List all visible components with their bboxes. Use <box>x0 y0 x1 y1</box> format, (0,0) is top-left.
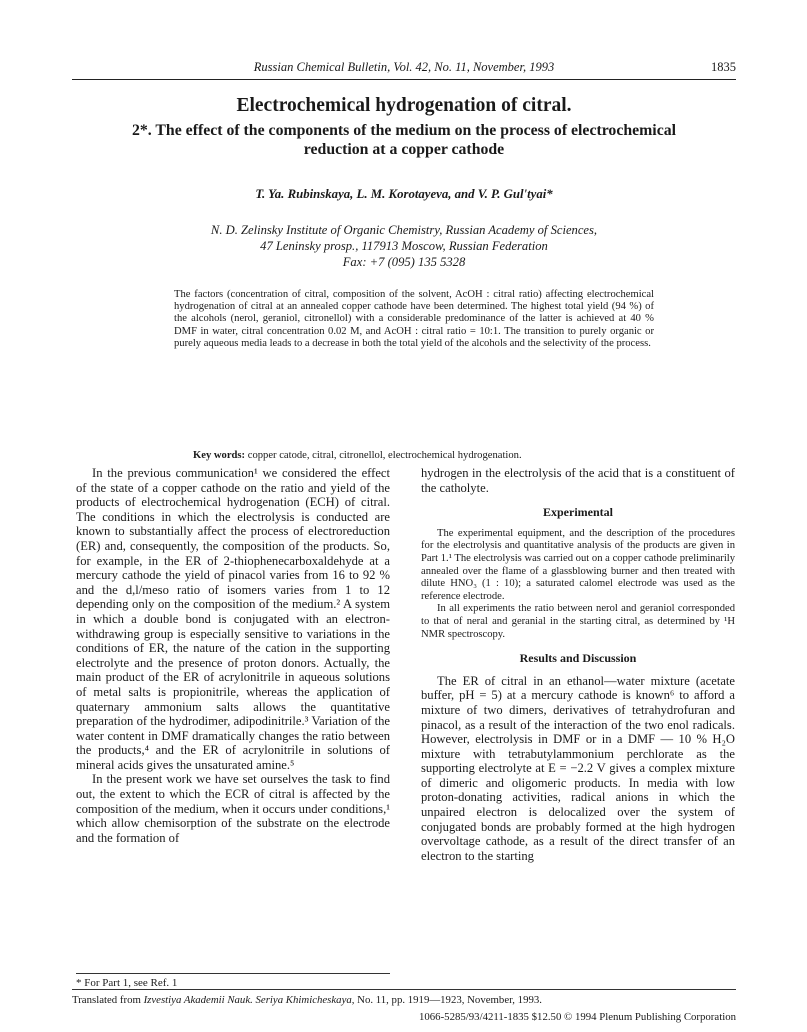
translated-prefix: Translated from <box>72 994 141 1006</box>
right-column <box>421 466 735 863</box>
affiliation <box>60 222 748 270</box>
keywords <box>193 450 693 461</box>
body-paragraph: The ER of citral in an ethanol—water mixture (acetate buffer, pH = 5) at a mercury cathode is known⁶ to afford a mixture of two dimers, derivatives of tetrahydrofuran and pinacol, as a result of the interaction of the two enol radicals. However, electrolysis in DMF or in a DMF — 10 % H₂O mixture with tetrabutylammonium perchlorate as the supporting electrolyte at E = −2.2 V gives a complex mixture of dimeric and oligomeric products. In media with low proton-donating activities, radical anions in which the unpaired electron is delocalized over the system of conjugated bonds are probably formed at the high hydrogen overvoltage cathode, as a result of the direct transfer of an electron to the starting <box>421 673 735 863</box>
keywords-text: copper catode, citral, citronellol, electrochemical hydrogenation. <box>247 450 522 461</box>
subtitle-line-2: reduction at a copper cathode <box>303 141 505 158</box>
body-paragraph: hydrogen in the electrolysis of the acid that is a constituent of the catholyte. <box>421 466 735 495</box>
body-paragraph: In all experiments the ratio between nerol and geraniol corresponded to that of neral and geranial in the starting citral, as determined by ¹H NMR spectroscopy. <box>421 603 735 640</box>
author-list: T. Ya. Rubinskaya, L. M. Korotayeva, and V. P. Gul'tyai* <box>255 187 553 201</box>
section-heading-results: Results and Discussion <box>519 651 637 666</box>
keywords-label: Key words: <box>193 450 246 461</box>
footer-rule <box>72 989 736 990</box>
body-paragraph: In the previous communication¹ we considered the effect of the state of a copper cathode on the ratio and yield of the products of electrochemical hydrogenation (ECH) of citral. The conditions in which the electrolysis is conducted are known to substantially affect the process of electroreduction (ER) and, consequently, the composition of the products. So, for example, in the ER of 2-thiophenecarboxaldehyde at a mercury cathode the yield of pinacol varies from 16 to 92 % and the d,l/meso ratio of isomers varies from 1 to 12 depending only on the composition of the medium.² A system in which a double bond is conjugated with an electron-withdrawing group is especially sensitive to variations in the conditions of ER, the nature of the cation in the supporting electrolyte and the presence of proton donors. Actually, the main product of the ER of acrylonitrile in aqueous solutions of metal salts is propionitrile, whereas the application of quaternary ammonium salts allows the quantitative preparation of the hydrodimer, adipodinitrile.³ Variation of the water content in DMF dramatically changes the ratio between the products,⁴ and the ER of acrylonitrile in solutions of mineral acids gives the unsaturated amine.⁵ <box>76 466 390 772</box>
affiliation-line: N. D. Zelinsky Institute of Organic Chemistry, Russian Academy of Sciences, <box>210 223 598 237</box>
header-rule <box>72 79 736 80</box>
running-head <box>72 60 736 78</box>
journal-citation: Russian Chemical Bulletin, Vol. 42, No. 11, November, 1993 <box>253 60 555 74</box>
body-paragraph: The experimental equipment, and the description of the procedures for the electrolysis and quantitative analysis of the products are given in Part 1.¹ The electrolysis was carried out on a copper cathode preliminarily annealed over the flame of a glassblowing burner and then treated with dilute HNO₃ (1 : 10); a saturated calomel electrode was used as the reference electrode. <box>421 527 735 602</box>
left-column <box>76 466 390 845</box>
affiliation-line: 47 Leninsky prosp., 117913 Moscow, Russian Federation <box>260 239 548 253</box>
subtitle-line-1: 2*. The effect of the components of the medium on the process of electrochemical <box>131 122 676 139</box>
page-number: 1835 <box>711 60 736 74</box>
article-title: Electrochemical hydrogenation of citral. <box>236 95 572 116</box>
footnote: * For Part 1, see Ref. 1 <box>76 977 178 989</box>
section-heading-experimental: Experimental <box>543 505 613 520</box>
affiliation-line: Fax: +7 (095) 135 5328 <box>342 255 466 269</box>
translation-note <box>72 994 736 1006</box>
translated-suffix: No. 11, pp. 1919—1923, November, 1993. <box>357 994 542 1006</box>
abstract: The factors (concentration of citral, composition of the solvent, AcOH : citral ratio) affecting electrochemical hydrogenation of citral at an annealed copper cathode have been determined. The highest total yield (94 %) of the alcohols (nerol, geraniol, citronellol) with a considerable predominance of the latter is achieved at 40 % DMF in water, citral concentration 0.02 M, and AcOH : citral ratio = 10:1. The transition to purely organic or purely aqueous media leads to a decrease in both the total yield of the alcohols and the selectivity of the process. <box>174 289 654 349</box>
body-paragraph: In the present work we have set ourselves the task to find out, the extent to which the ECR of citral is affected by the composition of the medium, when it occurs under conditions,¹ which allow chemisorption of the substrate on the electrode and the formation of <box>76 772 390 845</box>
footnote-rule <box>76 973 390 974</box>
translated-source: Izvestiya Akademii Nauk. Seriya Khimicheskaya, <box>143 994 355 1006</box>
copyright-line: 1066-5285/93/4211-1835 $12.50 © 1994 Plenum Publishing Corporation <box>418 1011 736 1023</box>
article-subtitle <box>60 121 748 159</box>
